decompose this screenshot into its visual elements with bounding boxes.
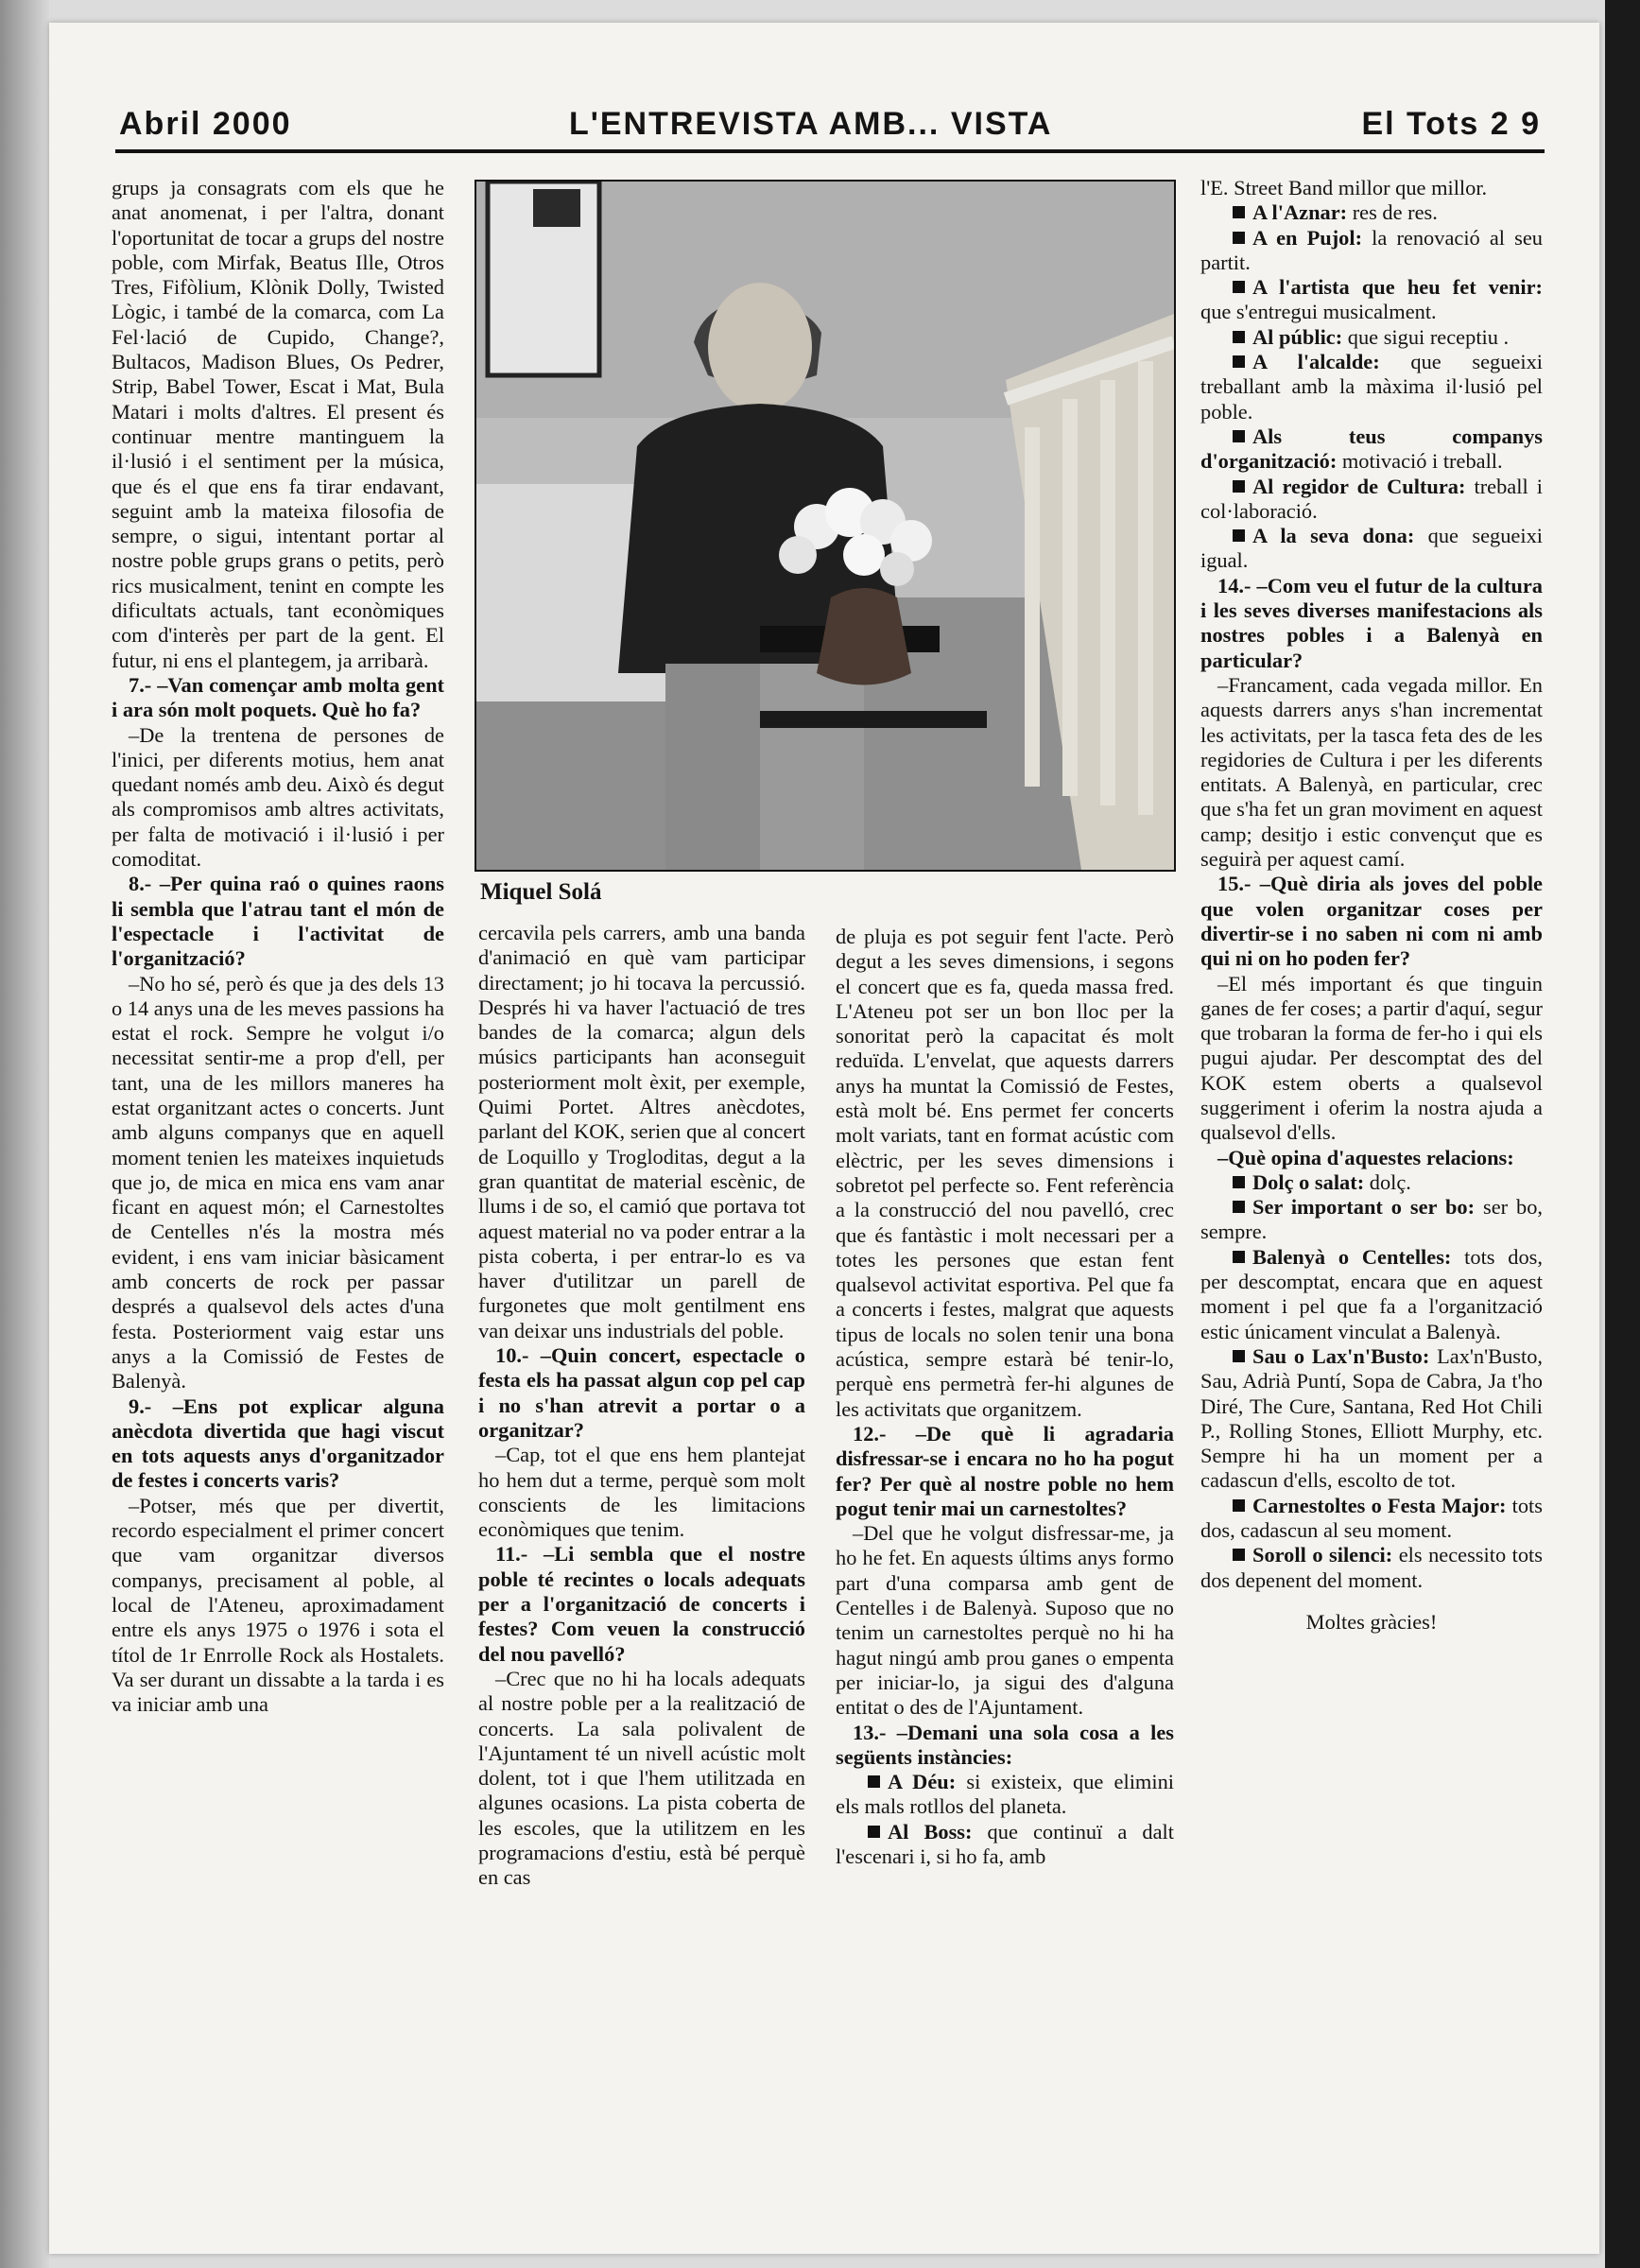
list-item xyxy=(1200,1494,1543,1544)
list-item xyxy=(1200,1543,1543,1593)
scan-right-edge xyxy=(1605,0,1640,2268)
item-label: Sau o Lax'n'Busto: xyxy=(1252,1343,1430,1368)
paragraph: de pluja es pot seguir fent l'acte. Però degut a les seves dimensions, i segons el concert que es fa, queda massa fred. L'Ateneu pot ser un bon lloc per la sonoritat però la capacitat és molt reduïda. L'envelat, que aquests darrers anys ha muntat la Comissió de Festes, està molt bé. Ens permet fer concerts molt variats, tant en format acústic com elèctric, per les seves dimensions i sobretot pel perfecte so. Fent referència a la construcció del nou pavelló, crec que és fantàstic i molt necessari per a totes les persones que estan fent qualsevol activitat esportiva. Pel que fa a concerts i festes, malgrat que aquests tipus de locals no solen tenir una bona acústica, sempre estarà bé tenir-lo, perquè ens permetrà fer-hi algunes de les activitats que organitzem. xyxy=(836,925,1174,1421)
item-label: Al Boss: xyxy=(888,1819,973,1844)
list-item xyxy=(836,1770,1174,1820)
paragraph: –Crec que no hi ha locals adequats al nostre poble per a la realització de concerts. La sala polivalent de l'Ajuntament té un nivell acústic molt dolent, tot i que l'hem utilitzada en algunes ocasions. La pista coberta de les escoles, que la utilitzem en les programacions d'estiu, està bé perquè en cas xyxy=(478,1666,805,1890)
square-bullet-icon xyxy=(1233,355,1245,368)
item-text: motivació i treball. xyxy=(1337,449,1503,474)
list-item xyxy=(1200,350,1543,424)
item-text: que continuï a dalt l'escenari i, si ho fa, amb xyxy=(836,1819,1174,1868)
interview-question: 8.- –Per quina raó o quines raons li sembla que l'atrau tant el món de l'espectacle i l'activitat de l'organització? xyxy=(112,872,444,971)
item-text: si existeix, que elimini els mals rotllos del planeta. xyxy=(836,1770,1174,1819)
item-text: tots dos, per descomptat, encara que en aquest moment i pel que fa a l'organització estic únicament vinculat a Balenyà. xyxy=(1200,1244,1543,1343)
item-label: A l'artista que heu fet venir: xyxy=(1252,275,1543,300)
interview-question: 11.- –Li sembla que el nostre poble té recintes o locals adequats per a l'organització de concerts i festes? Com veuen la construcció del nou pavelló? xyxy=(478,1542,805,1666)
photo-caption: Miquel Solá xyxy=(480,879,602,905)
photo-illustration xyxy=(476,182,1174,870)
column-2 xyxy=(478,921,805,1891)
list-item xyxy=(1200,1245,1543,1344)
column-4 xyxy=(1200,176,1543,1635)
item-label: Als teus companys d'organització: xyxy=(1200,424,1543,474)
square-bullet-icon xyxy=(1233,1549,1245,1561)
item-label: Soroll o silenci: xyxy=(1252,1543,1393,1567)
square-bullet-icon xyxy=(1233,1201,1245,1213)
paragraph: –Francament, cada vegada millor. En aquests darrers anys s'han incrementat les activitats, per la tasca feta des de les regidories de Cultura i per les diferents entitats. A Balenyà, en particular, crec que s'ha fet un gran moviment en aquest camp; desitjo i estic convençut que es seguirà per aquest camí. xyxy=(1200,672,1543,872)
item-text: que segueixi igual. xyxy=(1200,524,1543,573)
item-text: tots dos, cadascun al seu moment. xyxy=(1200,1493,1543,1543)
list-item xyxy=(1200,424,1543,475)
list-item xyxy=(1200,325,1543,350)
item-label: A la seva dona: xyxy=(1252,524,1415,548)
item-label: A Déu: xyxy=(888,1770,957,1794)
interview-question: 7.- –Van començar amb molta gent i ara són molt poquets. Què ho fa? xyxy=(112,672,444,722)
item-label: A en Pujol: xyxy=(1252,225,1363,250)
list-item xyxy=(1200,1195,1543,1245)
item-text: els necessito tots dos depenent del moment. xyxy=(1200,1543,1543,1592)
item-label: A l'alcalde: xyxy=(1252,350,1380,374)
square-bullet-icon xyxy=(1233,331,1245,343)
item-text: Lax'n'Busto, Sau, Adrià Puntí, Sopa de Cabra, Ja t'ho Diré, The Cure, Santana, Red Hot Chili P., Rolling Stones, Elliott Murphy, etc. Sempre hi ha un moment per a cadascun d'ells, escolto de tot. xyxy=(1200,1343,1544,1493)
list-item xyxy=(1200,1170,1543,1195)
interview-question: 13.- –Demani una sola cosa a les següents instàncies: xyxy=(836,1720,1174,1769)
paragraph: –No ho sé, però és que ja des dels 13 o 14 anys una de les meves passions ha estat el rock. Sempre he volgut i/o necessitat sentir-me a prop d'ell, per tant, una de les millors maneres ha estat organitzant actes o concerts. Junt amb alguns companys que en aquell moment tenien les mateixes inquietuds que jo, de mica en mica ens vam anar ficant en aquest món; el Carnestoltes de Centelles n'és la mostra més evident, i ens vam iniciar bàsicament amb concerts de rock per passar després a qualsevol dels actes d'una festa. Posteriorment vaig estar uns anys a la Comissió de Festes de Balenyà. xyxy=(112,971,444,1394)
square-bullet-icon xyxy=(1233,1350,1245,1362)
paragraph: –Potser, més que per divertit, recordo especialment el primer concert que vam organitzar diversos companys, precisament al poble, al local de l'Ateneu, aproximadament entre els anys 1975 o 1976 i sota el títol de 1r Enrrolle Rock als Hostalets. Va ser durant un dissabte a la tarda i es va iniciar amb una xyxy=(112,1493,444,1717)
paragraph: –Cap, tot el que ens hem plantejat ho hem dut a terme, perquè som molt conscients de les limitacions econòmiques que tenim. xyxy=(478,1443,805,1542)
square-bullet-icon xyxy=(1233,529,1245,542)
item-label: A l'Aznar: xyxy=(1252,200,1348,225)
item-label: Balenyà o Centelles: xyxy=(1252,1244,1452,1269)
item-text: que sigui receptiu . xyxy=(1342,324,1510,349)
paragraph: grups ja consagrats com els que he anat anomenat, i per l'altra, donant l'oportunitat de tocar a grups del nostre poble, com Mirfak, Beatus Ille, Otros Tres, Fifòlium, Klònik Dolly, Twisted Lògic, i també de la comarca, com La Fel·lació de Cupido, Change?, Bultacos, Madison Blues, Os Pedrer, Strip, Babel Tower, Escat i Mat, Bula Matari i molts d'altres. El present és continuar mentre mantinguem la il·lusió i el sentiment per la música, que és el que ens fa tirar endavant, seguint amb la mateixa filosofia de sempre, o sigui, intentant portar al nostre poble grups grans o petits, però rics musicalment, tenint en compte les dificultats actuals, tant econòmiques com d'interès per part de la gent. El futur, ni ens el plantegem, ja arribarà. xyxy=(112,176,444,672)
column-3 xyxy=(836,925,1174,1869)
list-item xyxy=(1200,524,1543,574)
square-bullet-icon xyxy=(1233,281,1245,293)
header-date: Abril 2000 xyxy=(119,106,292,142)
item-label: Dolç o salat: xyxy=(1252,1169,1365,1194)
list-item xyxy=(1200,1344,1543,1494)
interview-question: 10.- –Quin concert, espectacle o festa els ha passat algun cop pel cap i no s'han atrevit a portar o a organitzar? xyxy=(478,1343,805,1442)
paragraph: cercavila pels carrers, amb una banda d'animació en què vam participar directament; jo hi tocava la percussió. Després hi va haver l'actuació de tres bandes de la comarca; algun dels músics participants han aconseguit posteriorment molt èxit, per exemple, Quimi Portet. Altres anècdotes, parlant del KOK, serien que al concert de Loquillo y Trogloditas, degut a la gran quantitat de material escènic, de llums i de so, el camió que portava tot aquest material no va poder entrar a la pista coberta, i per entrar-lo es va haver d'utilitzar un parell de furgonetes que molt gentilment ens van deixar uns industrials del poble. xyxy=(478,921,805,1342)
list-item xyxy=(1200,200,1543,225)
interview-question: 9.- –Ens pot explicar alguna anècdota divertida que hagi viscut en tots aquests anys d'organitzador de festes i concerts varis? xyxy=(112,1394,444,1493)
item-text: dolç. xyxy=(1364,1169,1411,1194)
list-item xyxy=(1200,475,1543,525)
scan-left-edge xyxy=(0,0,49,2268)
item-label: Al públic: xyxy=(1252,324,1343,349)
header-rule xyxy=(115,149,1545,153)
list-item xyxy=(1200,275,1543,325)
paragraph: –El més important és que tinguin ganes de fer coses; a partir d'aquí, segur que trobaran la forma de fer-ho i qui els pugui ajudar. Per descomptat des del KOK estem oberts a qualsevol suggeriment i oferim la nostra ajuda a qualsevol d'ells. xyxy=(1200,971,1543,1145)
header-publication-page: El Tots 2 9 xyxy=(1361,106,1541,142)
interview-question: 14.- –Com veu el futur de la cultura i les seves diverses manifestacions als nostres pobles i a Balenyà en particular? xyxy=(1200,573,1543,672)
square-bullet-icon xyxy=(1233,1251,1245,1263)
column-1 xyxy=(112,176,444,1717)
square-bullet-icon xyxy=(868,1775,880,1788)
square-bullet-icon xyxy=(1233,206,1245,218)
interview-question: –Què opina d'aquestes relacions: xyxy=(1217,1145,1514,1169)
item-text: ser bo, sempre. xyxy=(1200,1195,1543,1244)
item-label: Carnestoltes o Festa Major: xyxy=(1252,1493,1507,1517)
square-bullet-icon xyxy=(1233,1176,1245,1188)
closing-line: Moltes gràcies! xyxy=(1305,1609,1438,1634)
interview-question: 12.- –De què li agradaria disfressar-se i encara no ho ha pogut fer? Per què al nostre poble no hem pogut tenir mai un carnestoltes? xyxy=(836,1421,1174,1520)
item-text: que segueixi treballant amb la màxima il·lusió pel poble. xyxy=(1200,350,1543,424)
item-text: res de res. xyxy=(1347,200,1438,225)
square-bullet-icon xyxy=(868,1826,880,1838)
square-bullet-icon xyxy=(1233,232,1245,244)
square-bullet-icon xyxy=(1233,480,1245,493)
item-text: treball i col·laboració. xyxy=(1200,474,1543,523)
item-label: Ser important o ser bo: xyxy=(1252,1195,1476,1220)
interview-question: 15.- –Què diria als joves del poble que volen organitzar coses per divertir-se i no saben ni com ni amb qui ni on ho poden fer? xyxy=(1200,872,1543,971)
square-bullet-icon xyxy=(1233,1499,1245,1512)
item-text: que s'entregui musicalment. xyxy=(1200,300,1437,324)
list-item xyxy=(836,1820,1174,1870)
item-label: Al regidor de Cultura: xyxy=(1252,474,1466,498)
interview-photo xyxy=(475,180,1176,872)
list-item xyxy=(1200,226,1543,276)
page-header xyxy=(115,102,1545,147)
item-text: la renovació al seu partit. xyxy=(1200,225,1543,274)
header-section-title: L'ENTREVISTA AMB... VISTA xyxy=(569,106,1053,142)
paragraph: –De la trentena de persones de l'inici, per diferents motius, hem anat quedant només amb deu. Això és degut als compromisos amb altres activitats, per falta de motivació i il·lusió i per comoditat. xyxy=(112,722,444,872)
square-bullet-icon xyxy=(1233,430,1245,442)
paragraph: –Del que he volgut disfressar-me, ja ho he fet. En aquests últims anys formo part d'una comparsa amb gent de Centelles i de Balenyà. Suposo que no tenim un carnestoltes perquè no hi ha hagut ningú amb prou ganes o empenta per iniciar-lo, ja sigui des d'alguna entitat o des de l'Ajuntament. xyxy=(836,1521,1174,1720)
paragraph: l'E. Street Band millor que millor. xyxy=(1200,176,1488,199)
